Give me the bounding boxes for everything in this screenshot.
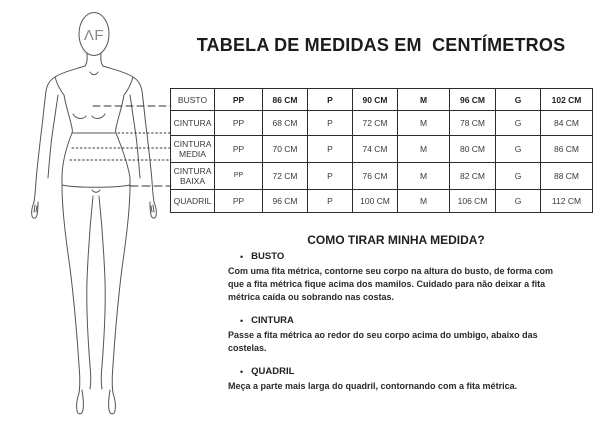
bullet-icon: • [240, 316, 244, 326]
size-cell: 72 CM [263, 163, 308, 190]
row-label: QUADRIL [171, 190, 215, 213]
size-cell: 106 CM [450, 190, 496, 213]
how-to-item-cintura [228, 315, 568, 355]
page-title: TABELA DE MEDIDAS EM CENTÍMETROS [196, 35, 566, 55]
figure-croquis [20, 5, 175, 435]
how-to-item-busto [228, 251, 568, 304]
table-row [171, 136, 593, 163]
size-cell: PP [215, 111, 263, 136]
croquis-body [32, 13, 157, 414]
size-cell: P [308, 190, 353, 213]
how-to-item-text: Com uma fita métrica, contorne seu corpo na altura do busto, de forma com que a fita métrica fique acima dos mamilos. Cuidado para não deixar a fita métrica caída ou sobrando nas costas. [228, 266, 554, 302]
size-cell: M [398, 136, 450, 163]
table-row [171, 163, 593, 190]
size-cell: G [496, 190, 541, 213]
size-cell: 70 CM [263, 136, 308, 163]
how-to-item-text: Meça a parte mais larga do quadril, contornando com a fita métrica. [228, 381, 518, 391]
size-cell: M [398, 89, 450, 111]
how-to-list [228, 251, 568, 404]
how-to-item-quadril [228, 366, 568, 393]
size-cell: 100 CM [353, 190, 398, 213]
size-cell: P [308, 136, 353, 163]
size-cell: 86 CM [541, 136, 593, 163]
size-cell: 102 CM [541, 89, 593, 111]
size-cell: G [496, 163, 541, 190]
size-cell: 78 CM [450, 111, 496, 136]
row-label: CINTURA MEDIA [171, 136, 215, 163]
size-cell: 84 CM [541, 111, 593, 136]
size-cell: M [398, 111, 450, 136]
size-cell: PP [215, 190, 263, 213]
size-cell: 76 CM [353, 163, 398, 190]
size-cell: 86 CM [263, 89, 308, 111]
size-cell: 82 CM [450, 163, 496, 190]
table-row [171, 89, 593, 111]
row-label: BUSTO [171, 89, 215, 111]
size-cell: PP [215, 136, 263, 163]
row-label: CINTURA [171, 111, 215, 136]
size-cell: G [496, 111, 541, 136]
bullet-icon: • [240, 252, 244, 262]
size-cell: 96 CM [450, 89, 496, 111]
how-to-item-label: QUADRIL [251, 366, 295, 377]
size-table [170, 88, 593, 213]
size-cell: P [308, 163, 353, 190]
size-cell: 74 CM [353, 136, 398, 163]
size-cell: G [496, 89, 541, 111]
size-cell: G [496, 136, 541, 163]
size-cell: P [308, 89, 353, 111]
how-to-item-label: CINTURA [251, 315, 294, 326]
size-cell: 68 CM [263, 111, 308, 136]
size-cell: P [308, 111, 353, 136]
size-table-body [171, 89, 593, 213]
brand-logo: ΛF [83, 27, 105, 44]
how-to-item-label: BUSTO [251, 251, 285, 262]
size-cell: PP [215, 163, 263, 190]
size-cell: 72 CM [353, 111, 398, 136]
row-label: CINTURA BAIXA [171, 163, 215, 190]
size-cell: 88 CM [541, 163, 593, 190]
size-cell: PP [215, 89, 263, 111]
how-to-heading: COMO TIRAR MINHA MEDIDA? [307, 233, 485, 247]
size-cell: M [398, 190, 450, 213]
table-row [171, 190, 593, 213]
size-cell: 96 CM [263, 190, 308, 213]
table-row [171, 111, 593, 136]
size-cell: 112 CM [541, 190, 593, 213]
size-cell: 90 CM [353, 89, 398, 111]
bullet-icon: • [240, 367, 244, 377]
how-to-item-text: Passe a fita métrica ao redor do seu corpo acima do umbigo, abaixo das costelas. [228, 330, 538, 353]
size-cell: 80 CM [450, 136, 496, 163]
size-cell: M [398, 163, 450, 190]
